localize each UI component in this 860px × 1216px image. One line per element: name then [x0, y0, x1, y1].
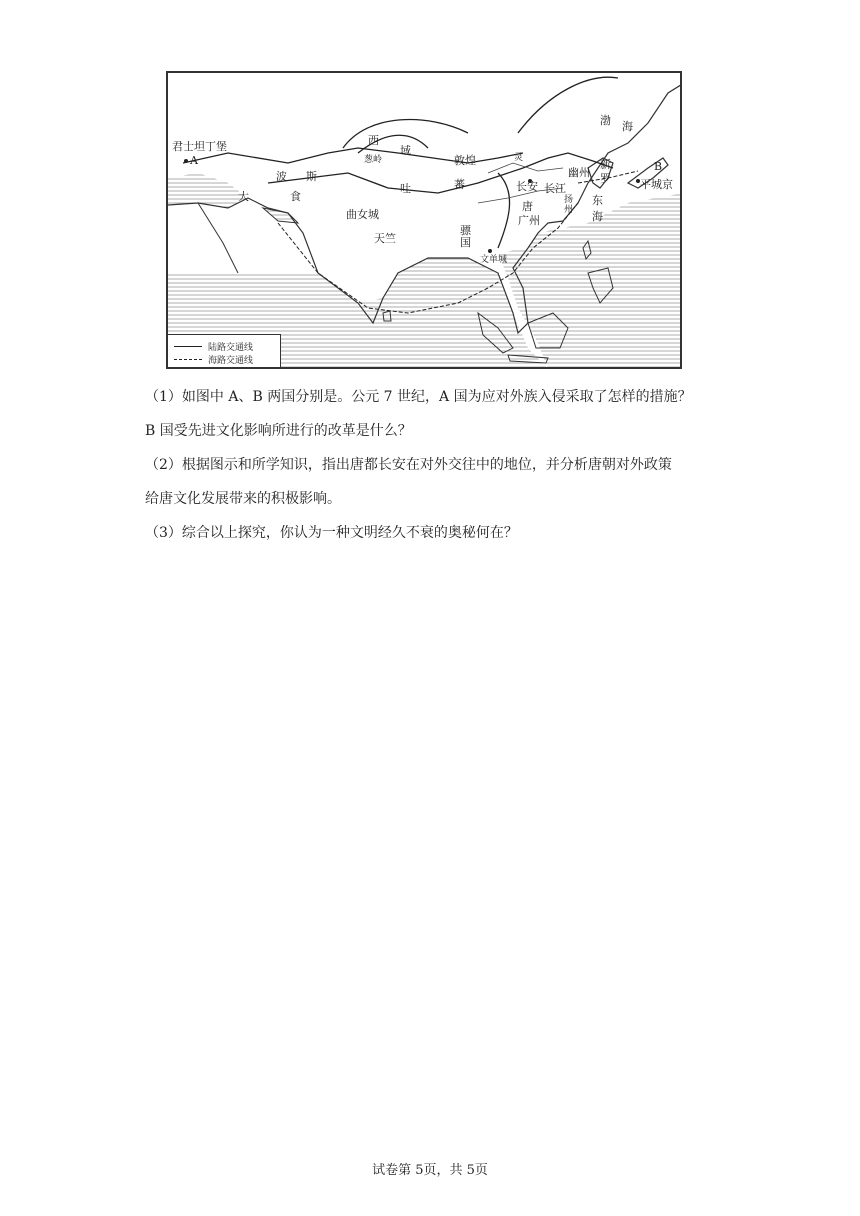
constantinople-dot [184, 159, 188, 163]
question-1-line-1: （1）如图中 A、B 两国分别是。公元 7 世纪，A 国为应对外族入侵采取了怎样的措施？ [145, 389, 692, 405]
dashed-line-icon [174, 359, 202, 360]
label-wendancheng: 文单城 [480, 255, 508, 265]
label-xinluo-1: 新 [600, 158, 611, 171]
label-youzhou: 幽州 [568, 166, 590, 179]
label-dunhuang: 敦煌 [454, 154, 476, 167]
label-bosi-1: 波 [276, 170, 287, 183]
label-bohai-2: 海 [622, 120, 633, 133]
label-pingchengjing: 平城京 [640, 178, 673, 191]
legend-sea-route [174, 353, 253, 366]
label-tang: 唐 [522, 200, 533, 213]
label-constantinople: 君士坦丁堡 [172, 140, 227, 153]
label-donghai-1: 东 [592, 194, 603, 207]
red-sea [198, 203, 238, 273]
label-donghai-2: 海 [592, 210, 603, 223]
label-bosi-2: 斯 [306, 170, 317, 183]
question-3-line-1: （3）综合以上探究，你认为一种文明经久不衰的奥秘何在？ [145, 525, 518, 541]
mediterranean [168, 173, 248, 208]
label-ling: 灵 [514, 153, 524, 163]
land-route-4 [498, 173, 510, 248]
label-changjiang: 长江 [544, 182, 566, 195]
label-dashi-2: 食 [290, 190, 301, 203]
label-yangzhou: 扬州 [564, 195, 574, 215]
label-piao: 骠国 [460, 224, 471, 249]
label-dashi-1: 大 [238, 190, 249, 203]
map-legend [168, 334, 281, 367]
label-qunucheng: 曲女城 [346, 208, 379, 221]
label-b: B [654, 160, 663, 173]
label-tubo-2: 蕃 [454, 178, 465, 191]
label-tianzhu: 天竺 [374, 232, 396, 245]
page-footer: 试卷第 5页，共 5页 [372, 1163, 488, 1178]
yellow-river [488, 163, 563, 173]
label-xinluo-2: 罗 [600, 172, 611, 185]
label-guangzhou: 广州 [518, 214, 540, 227]
label-xi: 西 [368, 134, 379, 147]
label-congling: 葱岭 [364, 155, 383, 165]
label-bohai-1: 渤 [600, 114, 611, 127]
question-2-line-2: 给唐文化发展带来的积极影响。 [145, 491, 341, 507]
tang-foreign-relations-map [166, 71, 682, 369]
solid-line-icon [174, 346, 202, 347]
label-a: A [190, 154, 198, 167]
label-changan: 长安 [516, 180, 538, 193]
legend-land-label: 陆路交通线 [208, 343, 254, 353]
persian-gulf [263, 208, 298, 223]
legend-sea-label: 海路交通线 [208, 356, 254, 366]
question-2-line-1: （2）根据图示和所学知识，指出唐都长安在对外交往中的地位，并分析唐朝对外政策 [145, 457, 672, 473]
label-tubo-1: 吐 [400, 182, 411, 195]
wendancheng-dot [488, 249, 492, 253]
legend-land-route [174, 340, 253, 353]
question-1-line-2: B 国受先进文化影响所进行的改革是什么？ [145, 423, 412, 439]
label-yu: 域 [400, 144, 411, 157]
